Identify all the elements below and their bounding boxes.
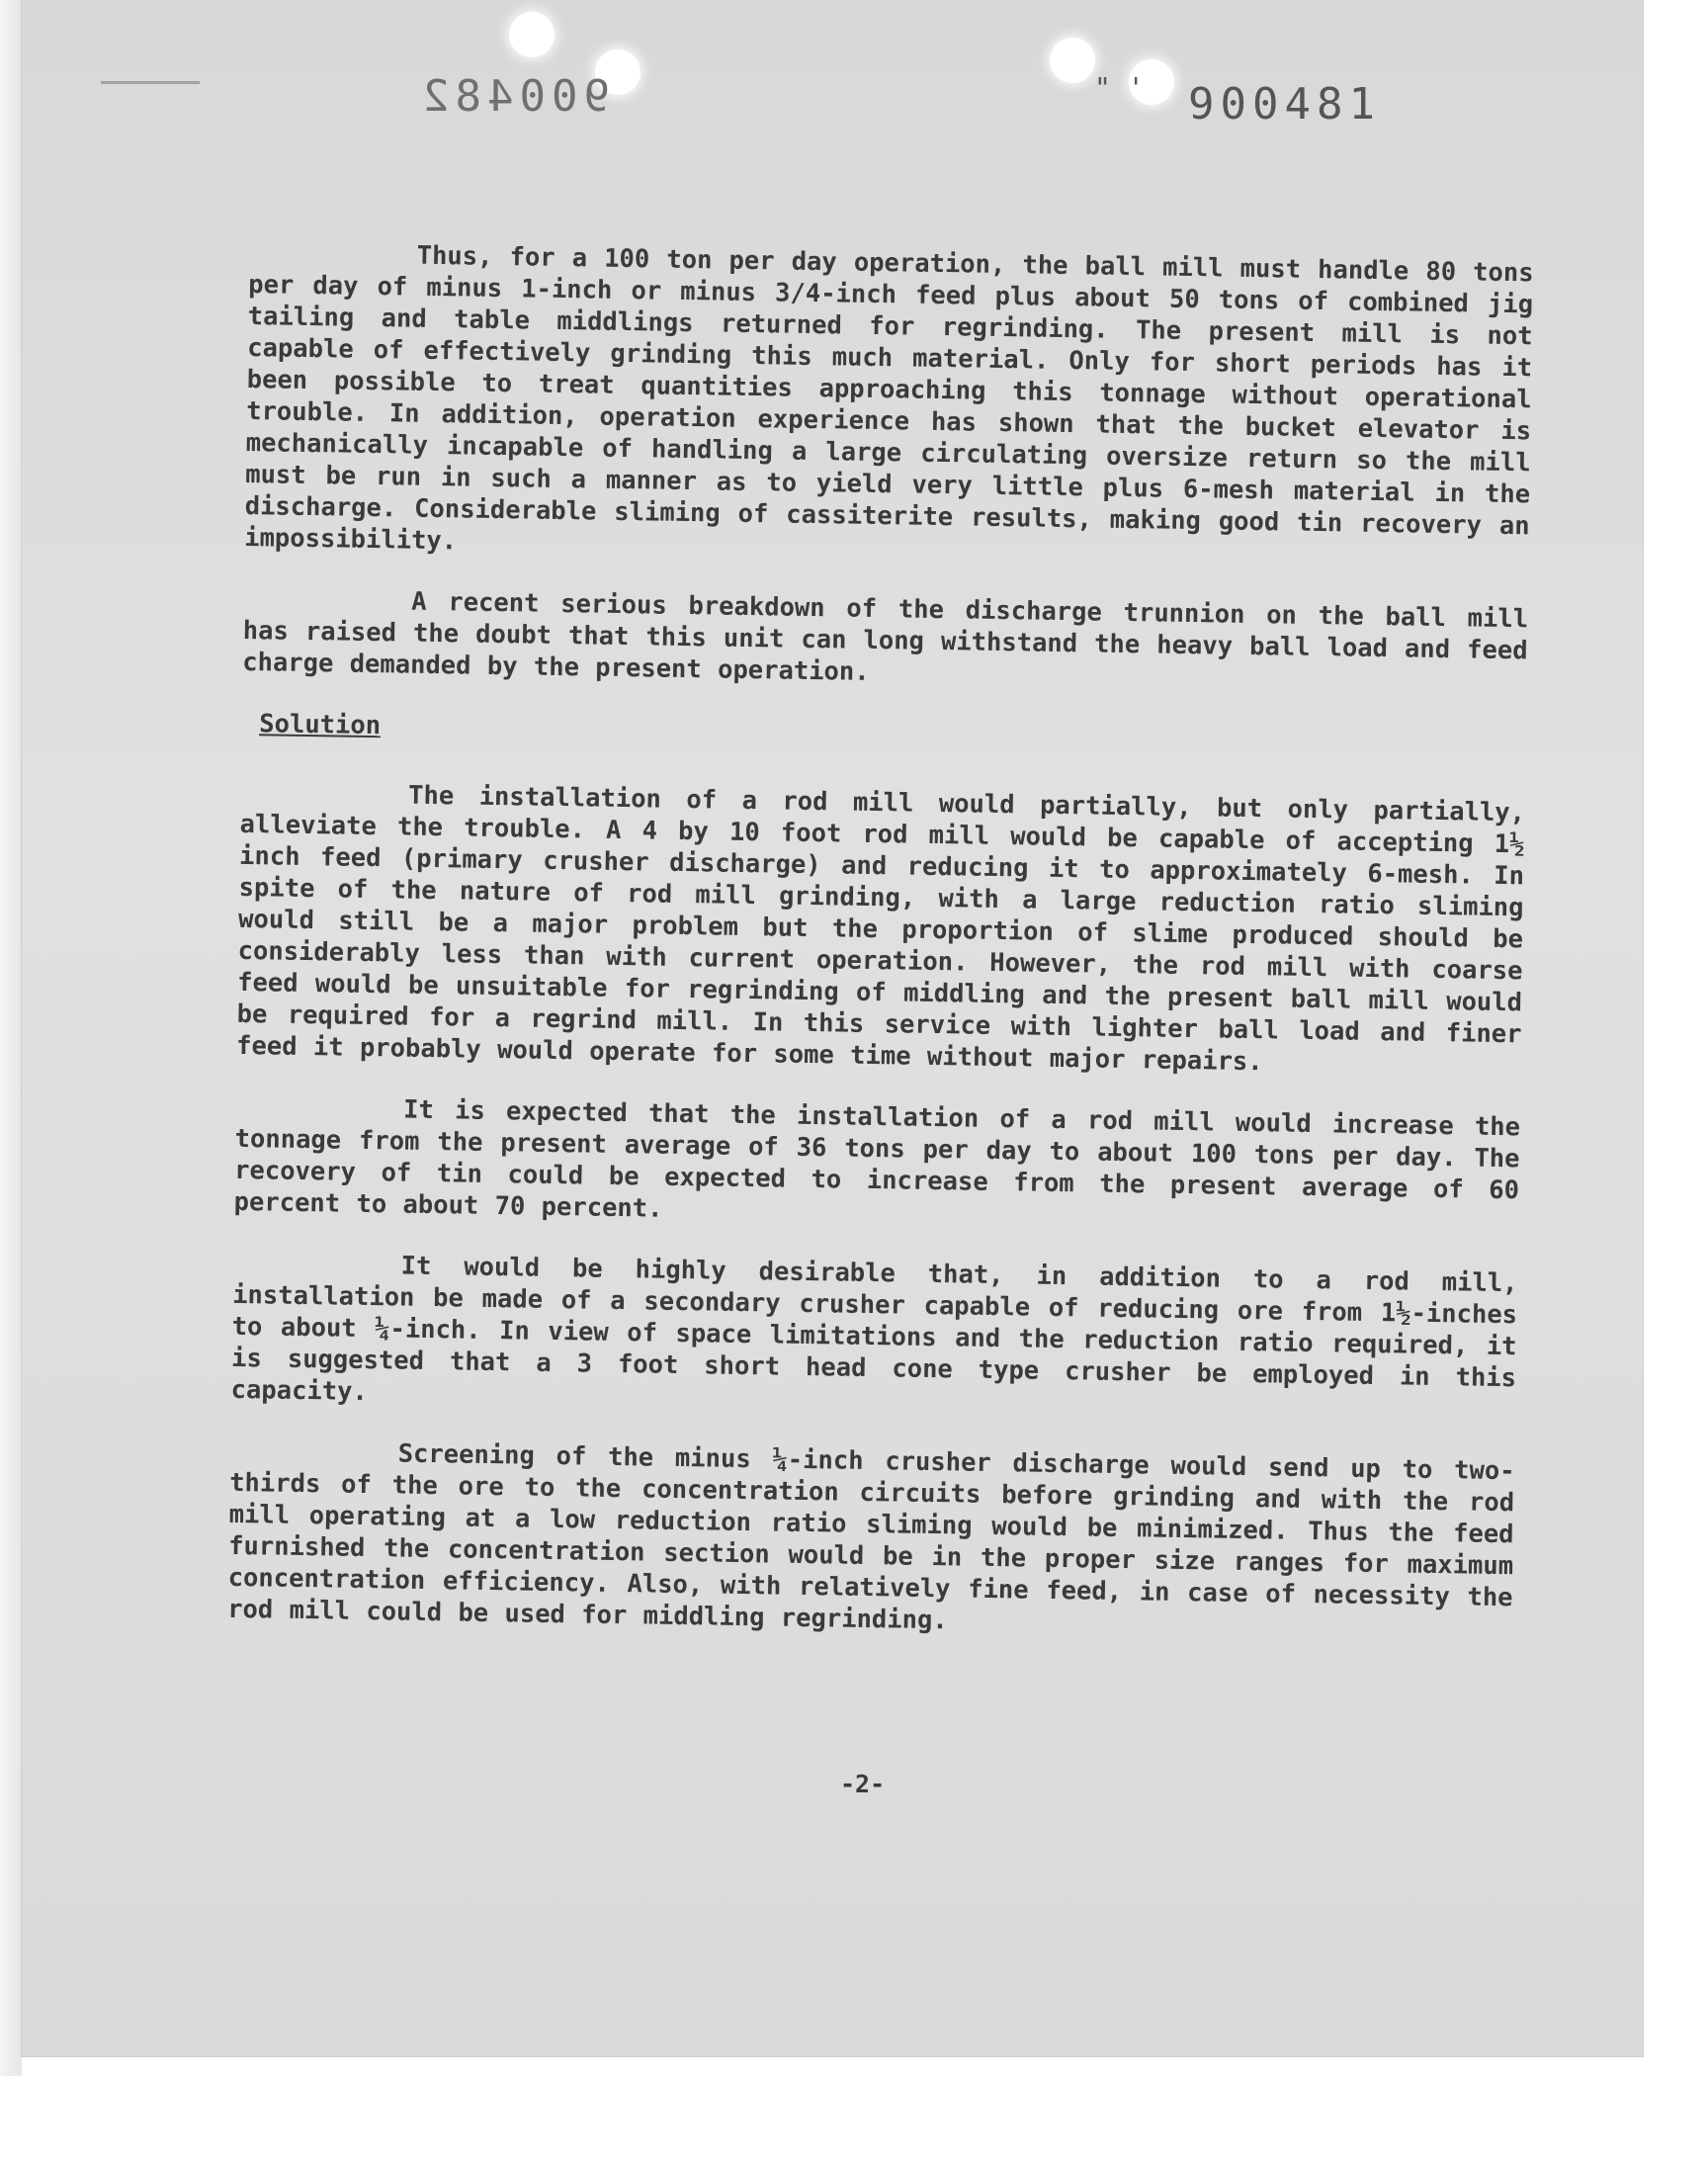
paragraph-rod-mill: The installation of a rod mill would partially, but only partially, alleviate the trouble. A 4 by 10 foot rod mill would be capable of accepting 1½ inch feed (primary crusher discharge) and reducing it to approximately 6-mesh. In spite of the nature of rod mill grinding, with a large reduction ratio sliming would still be a major problem but the proportion of slime produced should be considerably less than with current operation. However, the rod mill with coarse feed would be unsuitable for regrinding of middling and the present ball mill would be required for a regrind mill. In this service with lighter ball load and finer feed it probably would operate for some time without major repairs. [235, 780, 1526, 1078]
section-heading-solution: Solution [259, 709, 382, 741]
margin-mark [101, 81, 200, 84]
punch-hole-3 [1050, 38, 1095, 83]
paragraph-breakdown: A recent serious breakdown of the discharge trunnion on the ball mill has raised the doubt that this unit can long withstand the heavy ball load and feed charge demanded by the present operation. [242, 586, 1529, 687]
scan-edge [0, 0, 22, 2076]
paragraph-capacity: Thus, for a 100 ton per day operation, the ball mill must handle 80 tons per day of minus 1-inch or minus 3/4-inch feed plus about 50 tons of combined jig tailing and table middlings returned for regrinding. The present mill is not capable of effectively grinding this much material. Only for short periods has it been possible to treat quantities approaching this tonnage without operational trouble. In addition, operation experience has shown that the bucket elevator is mechanically incapable of handling a large circulating oversize return so the mill must be run in such a manner as to yield very little plus 6-mesh material in the discharge. Considerable sliming of cassiterite results, making good tin recovery an impossibility. [243, 240, 1534, 557]
bleed-through-stamp-number: 900482 [417, 71, 610, 122]
paragraph-tonnage: It is expected that the installation of a rod mill would increase the tonnage from the present average of 36 tons per day to about 100 tons per day. The recovery of tin could be expected to increase from the present average of 60 percent to about 70 percent. [233, 1094, 1521, 1224]
body-text [226, 237, 1533, 1675]
handwritten-tick: " ' [1094, 71, 1145, 104]
punch-hole-1 [509, 12, 555, 57]
page-number: -2- [840, 1770, 886, 1798]
paragraph-secondary-crusher: It would be highly desirable that, in addition to a rod mill, installation be made of a secondary crusher capable of reducing ore from 1½-inches to about ¼-inch. In view of space limitations and the reduction ratio required, it is suggested that a 3 foot short head cone type crusher be employed in this capacity. [230, 1251, 1518, 1408]
document-stamp-number: 900481 [1188, 79, 1381, 130]
paragraph-screening: Screening of the minus ¼-inch crusher discharge would send up to two-thirds of the ore to the concentration circuits before grinding and with the rod mill operating at a low reduction ratio sliming would be minimized. Thus the feed furnished the concentration section would be in the proper size ranges for maximum concentration efficiency. Also, with relatively fine feed, in case of necessity the rod mill could be used for middling regrinding. [226, 1438, 1515, 1636]
document-page [22, 0, 1643, 2056]
